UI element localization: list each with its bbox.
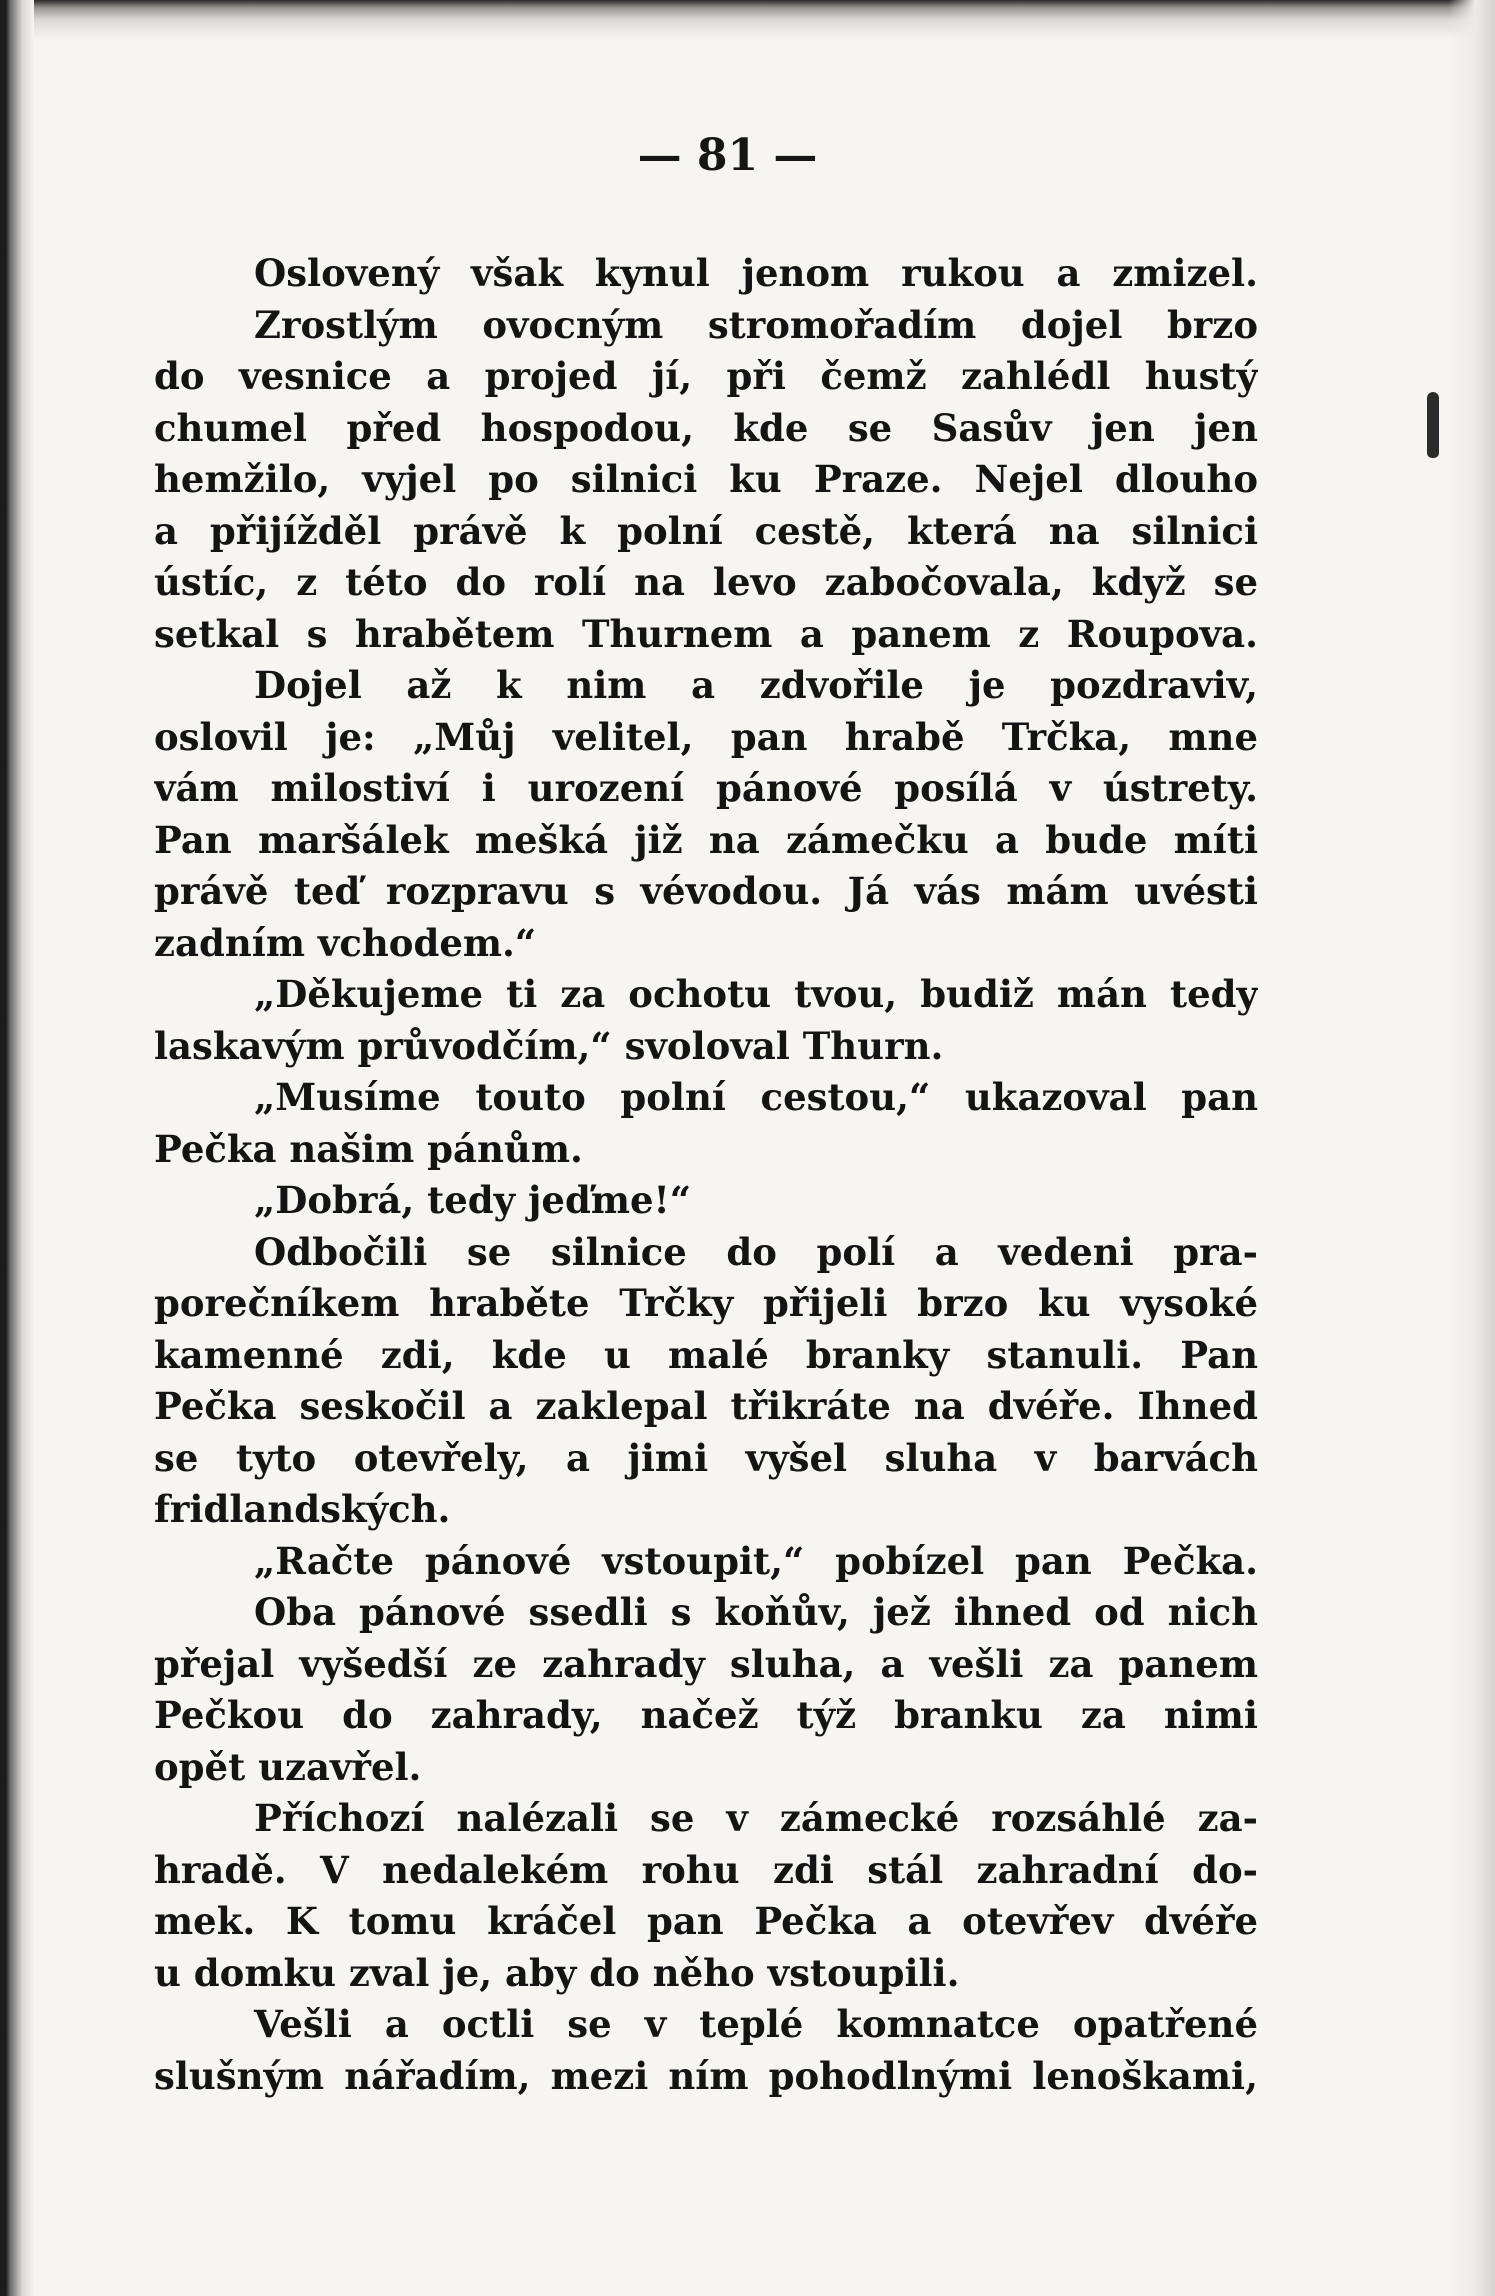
text-line: slušným nářadím, mezi ním pohodlnými lenoškami, [154,2053,1258,2098]
text-line: Příchozí nalézali se v zámecké rozsáhlé za- [254,1796,1258,1840]
text-line: zadním vchodem.“ [154,920,537,965]
text-line: vám milostiví i urození pánové posílá v ústrety. [154,766,1258,810]
text-line: Pan maršálek mešká již na zámečku a bude míti [154,817,1258,862]
text-line: ústíc, z této do rolí na levo zabočovala, když se [154,560,1258,604]
text-line: právě teď rozpravu s vévodou. Já vás mám uvésti [154,869,1258,913]
text-line: opět uzavřel. [154,1744,422,1789]
text-line: mek. K tomu kráčel pan Pečka a otevřev dvéře [154,1899,1258,1943]
text-line: Pečka seskočil a zaklepal třikráte na dvéře. Ihned [154,1384,1258,1428]
text-line: „Děkujeme ti za ochotu tvou, budiž mán tedy [254,972,1258,1016]
text-line: hemžilo, vyjel po silnici ku Praze. Nejel dlouho [154,457,1258,501]
text-line: Dojel až k nim a zdvořile je pozdraviv, [254,663,1258,707]
text-line: Pečkou do zahrady, načež týž branku za nimi [154,1693,1258,1737]
text-line: porečníkem hraběte Trčky přijeli brzo ku vysoké [154,1281,1258,1325]
text-line: oslovil je: „Můj velitel, pan hrabě Trčka, mne [154,714,1258,759]
text-line: Pečka našim pánům. [154,1126,583,1171]
text-line: přejal vyšedší ze zahrady sluha, a vešli za panem [154,1641,1258,1686]
text-line: chumel před hospodou, kde se Sasův jen jen [154,405,1258,450]
text-line: Vešli a octli se v teplé komnatce opatřené [254,2002,1258,2046]
page-binding-edge [0,0,34,2296]
body-text [154,248,1258,2102]
text-line: Oslovený však kynul jenom rukou a zmizel. [254,251,1258,295]
text-line: do vesnice a projed jí, při čemž zahlédl hustý [154,354,1258,398]
text-line: „Račte pánové vstoupit,“ pobízel pan Pečka. [254,1538,1258,1583]
text-line: kamenné zdi, kde u malé branky stanuli. Pan [154,1332,1258,1377]
text-line: fridlandských. [154,1487,451,1531]
text-line: „Dobrá, tedy jeďme!“ [254,1178,692,1222]
text-line: hradě. V nedalekém rohu zdi stál zahradní do- [154,1847,1258,1892]
text-line: Odbočili se silnice do polí a vedeni pra- [254,1229,1258,1274]
page-number: — 81 — [637,130,818,181]
text-line: Zrostlým ovocným stromořadím dojel brzo [254,302,1258,347]
page-top-edge-shadow [0,0,1495,40]
text-line: „Musíme touto polní cestou,“ ukazoval pan [254,1075,1258,1119]
text-line: Oba pánové ssedli s koňův, jež ihned od nich [254,1590,1258,1634]
text-line: a přijížděl právě k polní cestě, která na silnici [154,508,1258,553]
text-line: laskavým průvodčím,“ svoloval Thurn. [154,1023,944,1068]
text-line: setkal s hrabětem Thurnem a panem z Roupova. [154,611,1258,656]
text-line: u domku zval je, aby do něho vstoupili. [154,1950,960,1995]
text-line: se tyto otevřely, a jimi vyšel sluha v barvách [154,1435,1258,1480]
page-right-edge-shadow [1449,0,1495,2296]
ink-blot-mark [1427,392,1439,458]
